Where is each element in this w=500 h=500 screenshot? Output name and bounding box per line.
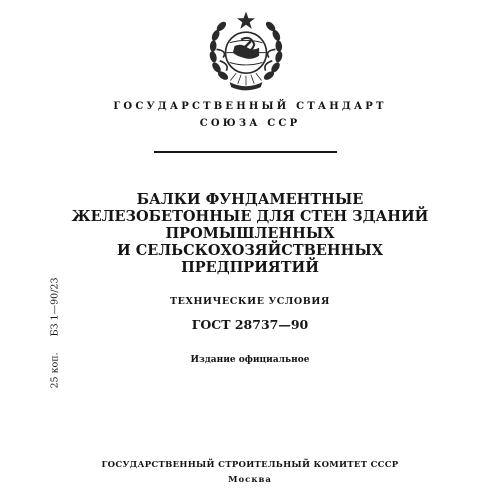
document-title (40, 191, 460, 276)
edition-note: Издание официальное (190, 355, 310, 365)
publisher: ГОСУДАРСТВЕННЫЙ СТРОИТЕЛЬНЫЙ КОМИТЕТ СССР (101, 460, 399, 470)
catalog-code: БЗ 1—90/23 (49, 277, 61, 337)
side-text (50, 278, 61, 389)
header-standard: ГОСУДАРСТВЕННЫЙ СТАНДАРТ (113, 101, 387, 112)
title-line: ПРЕДПРИЯТИЙ (181, 259, 319, 276)
price-label: 25 коп. (49, 352, 61, 389)
title-line: ЖЕЛЕЗОБЕТОННЫЕ ДЛЯ СТЕН ЗДАНИЙ (71, 208, 429, 225)
title-line: БАЛКИ ФУНДАМЕНТНЫЕ (136, 191, 364, 208)
title-line: ПРОМЫШЛЕННЫХ (165, 225, 335, 242)
gost-number: ГОСТ 28737—90 (191, 317, 309, 332)
publisher-city: Москва (228, 475, 272, 485)
horizontal-rule (154, 151, 337, 153)
state-emblem-icon (205, 10, 287, 92)
title-line: И СЕЛЬСКОХОЗЯЙСТВЕННЫХ (116, 242, 384, 259)
header-union: СОЮЗА ССР (199, 118, 301, 129)
document-subtitle: ТЕХНИЧЕСКИЕ УСЛОВИЯ (169, 296, 330, 307)
